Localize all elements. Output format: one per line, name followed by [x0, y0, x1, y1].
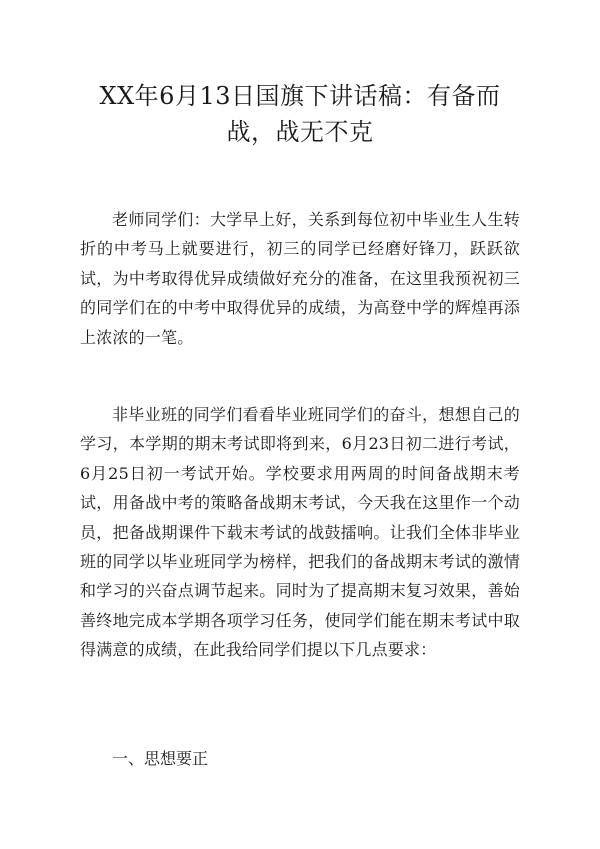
paragraph-exam-mobilization: 非毕业班的同学们看看毕业班同学们的奋斗，想想自己的学习，本学期的期末考试即将到来，6月23日初二进行考试，6月25日初一考试开始。学校要求用两周的时间备战期末考试，用备战中考的策略备战期末考试，今天我在这里作一个动员，把备战期课件下载末考试的战鼓擂响。让我们全体非毕业班的同学以毕业班同学为榜样，把我们的备战期末考试的激情和学习的兴奋点调节起来。同时为了提高期末复习效果，善始善终地完成本学期各项学习任务，使同学们能在期末考试中取得满意的成绩，在此我给同学们提以下几点要求： — [80, 405, 520, 660]
document-title: XX年6月13日国旗下讲话稿：有备而战，战无不克 — [99, 82, 501, 146]
paragraph-greeting: 老师同学们：大学早上好，关系到每位初中毕业生人生转折的中考马上就要进行，初三的同学已经磨好锋刀，跃跃欲试，为中考取得优异成绩做好充分的准备，在这里我预祝初三的同学们在的中考中取得优异的成绩，为高登中学的辉煌再添上浓浓的一笔。 — [80, 210, 520, 347]
section-heading: 一、思想要正 — [112, 749, 209, 768]
